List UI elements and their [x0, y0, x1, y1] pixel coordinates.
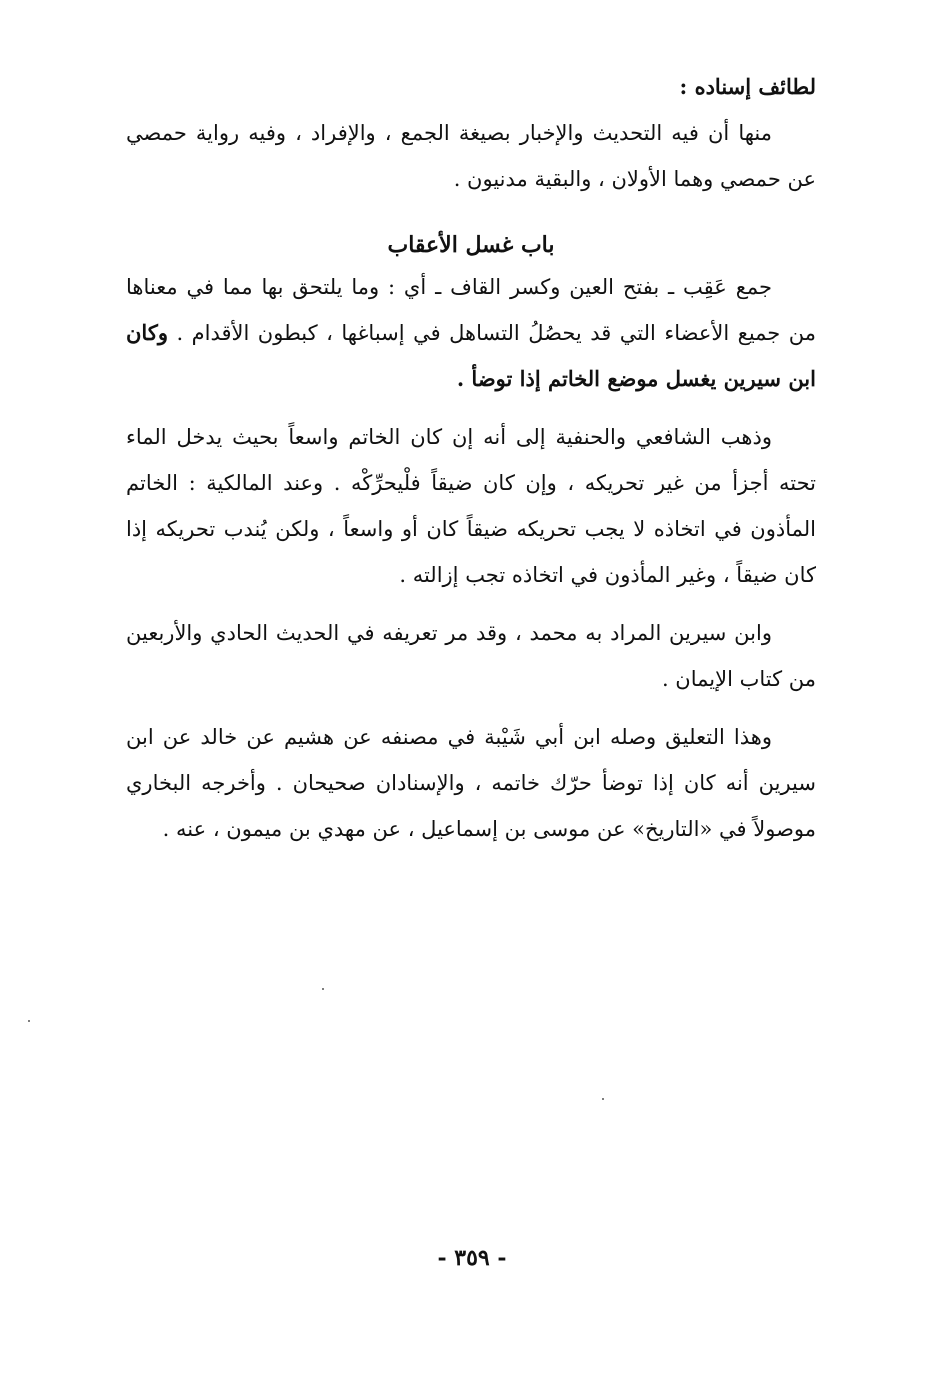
section-isnad — [126, 64, 816, 202]
chapter-title: باب غسل الأعقاب — [387, 232, 555, 258]
paragraph-1 — [126, 264, 816, 402]
paragraph-2-text: وذهب الشافعي والحنفية إلى أنه إن كان الخاتم واسعاً بحيث يدخل الماء تحته أجزأ من غير تحريكه ، وإن كان ضيقاً فلْيحرِّكْه . وعند المالكية : الخاتم المأذون في اتخاذه لا يجب تحريكه ضيقاً كان أو واسعاً ، ولكن يُندب تحريكه إذا كان ضيقاً ، وغير المأذون في اتخاذه تجب إزالته . — [126, 425, 816, 587]
page-number: - ٣٥٩ - — [437, 1245, 507, 1271]
section-heading: لطائف إسناده : — [679, 74, 816, 99]
paragraph-3-text: وابن سيرين المراد به محمد ، وقد مر تعريفه في الحديث الحادي والأربعين من كتاب الإيمان . — [126, 621, 816, 691]
scan-speck — [602, 1098, 604, 1100]
paragraph-1-bold-quote: وكان ابن سيرين يغسل موضع الخاتم إذا توضأ . — [126, 320, 816, 391]
paragraph-2 — [126, 414, 816, 598]
scan-speck — [322, 988, 324, 990]
paragraph-1-text: جمع عَقِب ـ بفتح العين وكسر القاف ـ أي : وما يلتحق بها مما في معناها من جميع الأعضاء التي قد يحصُلُ التساهل في إسباغها ، كبطون الأقدام . — [126, 275, 816, 345]
isnad-paragraph: منها أن فيه التحديث والإخبار بصيغة الجمع ، والإفراد ، وفيه رواية حمصي عن حمصي وهما الأولان ، والبقية مدنيون . — [126, 121, 816, 191]
scan-speck — [28, 1020, 30, 1022]
paragraph-3 — [126, 610, 816, 702]
paragraph-4 — [126, 714, 816, 852]
paragraph-4-text: وهذا التعليق وصله ابن أبي شَيْبة في مصنفه عن هشيم عن خالد عن ابن سيرين أنه كان إذا توضأ حرّك خاتمه ، والإسنادان صحيحان . وأخرجه البخاري موصولاً في «التاريخ» عن موسى بن إسماعيل ، عن مهدي بن ميمون ، عنه . — [126, 725, 816, 841]
